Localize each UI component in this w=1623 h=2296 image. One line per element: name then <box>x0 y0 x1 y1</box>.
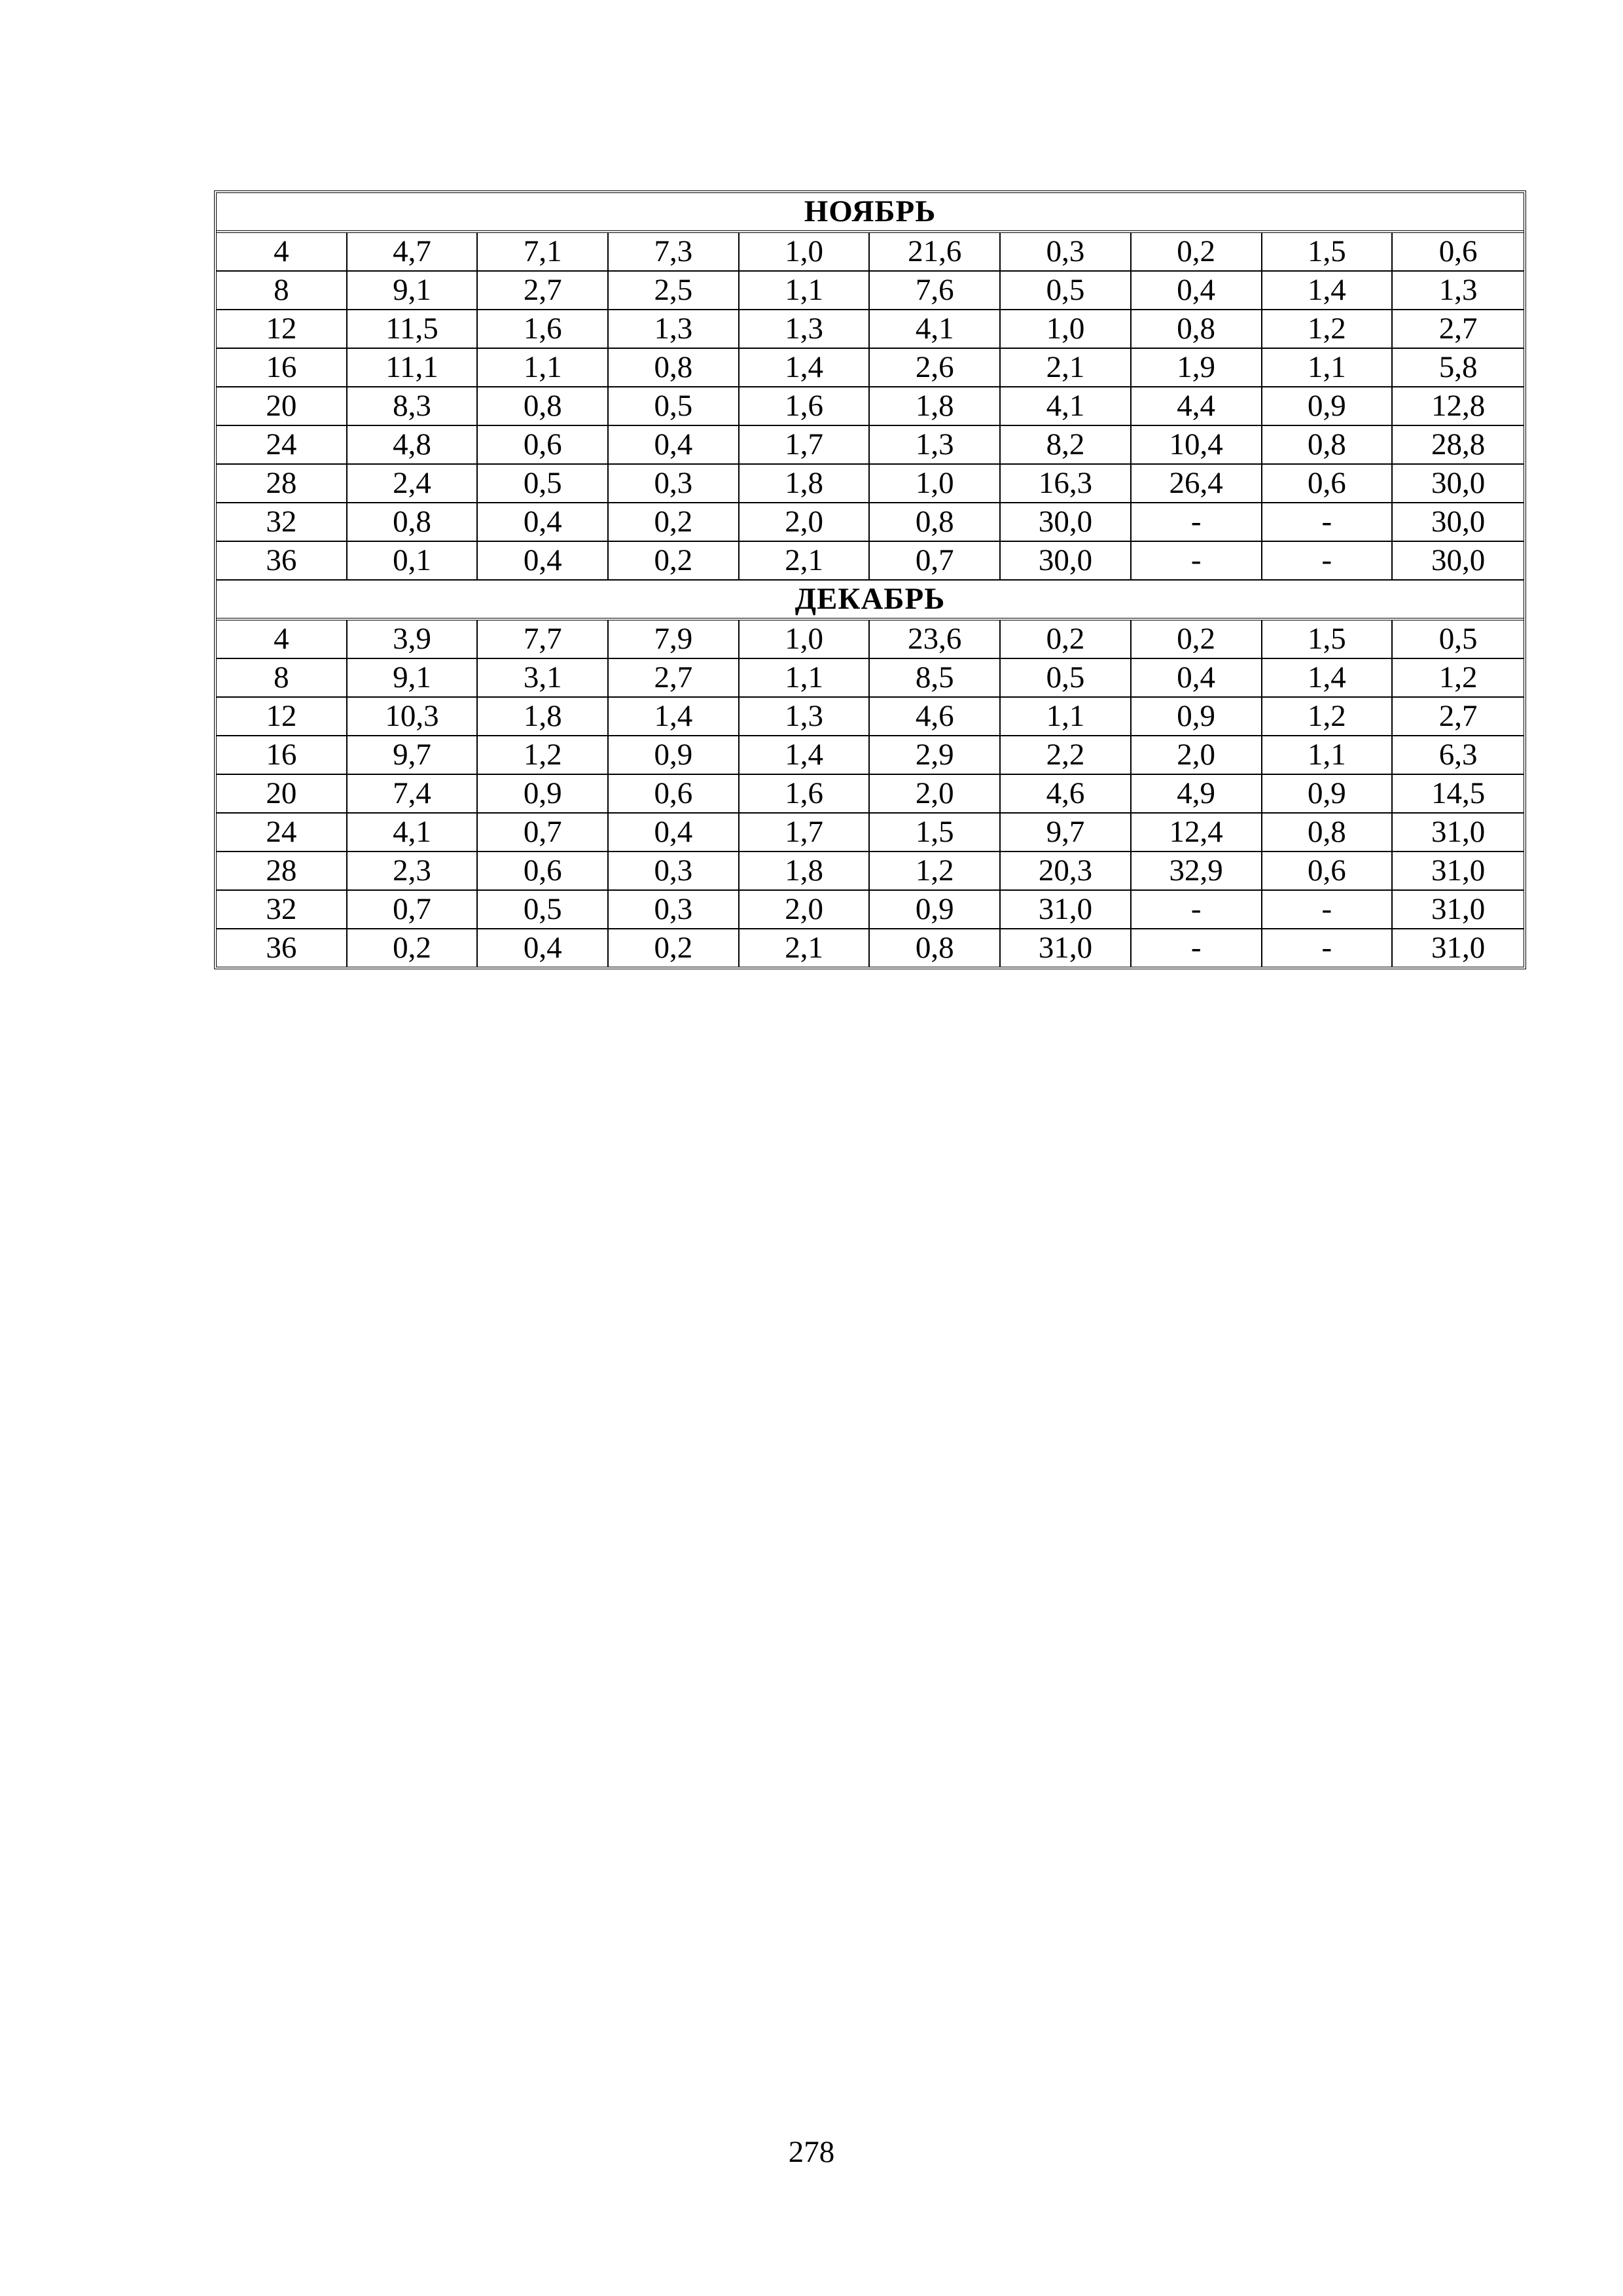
table-cell: 1,5 <box>1262 233 1393 272</box>
table-cell: 0,9 <box>609 736 740 775</box>
table-cell: 4,9 <box>1132 775 1262 814</box>
table-cell: 2,1 <box>740 929 870 967</box>
table-cell: 3,9 <box>348 620 478 659</box>
table-cell: 0,6 <box>1262 465 1393 503</box>
table-row <box>217 659 1524 698</box>
table-cell: 1,6 <box>478 310 609 349</box>
table-cell: 0,6 <box>1262 852 1393 891</box>
table-cell: 0,3 <box>1001 233 1132 272</box>
table-cell: 2,0 <box>870 775 1001 814</box>
table-cell: 16,3 <box>1001 465 1132 503</box>
table-cell: 20,3 <box>1001 852 1132 891</box>
table-cell: 31,0 <box>1393 814 1524 852</box>
row-key-cell: 8 <box>217 659 348 698</box>
table-cell: 0,4 <box>478 929 609 967</box>
table-cell: - <box>1132 929 1262 967</box>
table-cell: 30,0 <box>1393 465 1524 503</box>
table-cell: 1,2 <box>478 736 609 775</box>
section-title: ДЕКАБРЬ <box>217 581 1524 620</box>
table-cell: 0,9 <box>1132 698 1262 736</box>
table-cell: 2,0 <box>1132 736 1262 775</box>
table-row <box>217 349 1524 387</box>
table-cell: 1,8 <box>870 387 1001 426</box>
section-header-row <box>217 193 1524 233</box>
table-cell: 0,5 <box>478 465 609 503</box>
table-cell: 30,0 <box>1393 542 1524 581</box>
table-cell: 0,8 <box>870 929 1001 967</box>
table-cell: 0,7 <box>870 542 1001 581</box>
table-cell: 11,1 <box>348 349 478 387</box>
table-cell: 2,3 <box>348 852 478 891</box>
table-cell: 1,3 <box>740 310 870 349</box>
table-cell: 8,2 <box>1001 426 1132 465</box>
row-key-cell: 28 <box>217 465 348 503</box>
table-row <box>217 465 1524 503</box>
table-cell: 0,2 <box>1001 620 1132 659</box>
table-cell: 8,3 <box>348 387 478 426</box>
table-cell: 1,0 <box>870 465 1001 503</box>
table-cell: 21,6 <box>870 233 1001 272</box>
table-cell: 1,0 <box>740 620 870 659</box>
table-cell: 1,3 <box>1393 272 1524 310</box>
table-cell: 2,9 <box>870 736 1001 775</box>
row-key-cell: 20 <box>217 775 348 814</box>
table-cell: 28,8 <box>1393 426 1524 465</box>
table-cell: 0,5 <box>1001 659 1132 698</box>
table-cell: 1,5 <box>870 814 1001 852</box>
table-cell: 9,7 <box>348 736 478 775</box>
table-cell: 2,2 <box>1001 736 1132 775</box>
table-cell: 0,3 <box>609 465 740 503</box>
table-cell: 0,7 <box>348 891 478 929</box>
table-cell: - <box>1132 542 1262 581</box>
table-cell: 11,5 <box>348 310 478 349</box>
table-cell: 0,4 <box>478 503 609 542</box>
table-cell: 1,1 <box>478 349 609 387</box>
table-cell: 7,1 <box>478 233 609 272</box>
table-cell: 0,9 <box>1262 387 1393 426</box>
table-cell: 31,0 <box>1393 891 1524 929</box>
table-cell: 23,6 <box>870 620 1001 659</box>
table-cell: 1,8 <box>740 852 870 891</box>
table-cell: 7,7 <box>478 620 609 659</box>
table-cell: 7,3 <box>609 233 740 272</box>
table-cell: 0,5 <box>1393 620 1524 659</box>
table-cell: 0,7 <box>478 814 609 852</box>
table-cell: 4,1 <box>870 310 1001 349</box>
table-cell: 0,4 <box>609 814 740 852</box>
table-cell: 0,2 <box>609 929 740 967</box>
table-cell: 7,9 <box>609 620 740 659</box>
table-cell: 1,2 <box>1262 698 1393 736</box>
table-row <box>217 542 1524 581</box>
table-cell: 31,0 <box>1393 852 1524 891</box>
table-cell: 0,5 <box>1001 272 1132 310</box>
table-cell: 1,1 <box>1262 736 1393 775</box>
table-row <box>217 775 1524 814</box>
table-cell: 0,4 <box>1132 659 1262 698</box>
table-cell: 3,1 <box>478 659 609 698</box>
table-cell: 0,8 <box>478 387 609 426</box>
table-cell: 2,7 <box>609 659 740 698</box>
table-cell: 4,8 <box>348 426 478 465</box>
table-cell: 7,6 <box>870 272 1001 310</box>
row-key-cell: 20 <box>217 387 348 426</box>
table-cell: 1,3 <box>740 698 870 736</box>
table-cell: 0,9 <box>478 775 609 814</box>
table-cell: 9,7 <box>1001 814 1132 852</box>
row-key-cell: 16 <box>217 349 348 387</box>
table-row <box>217 620 1524 659</box>
table-cell: - <box>1132 503 1262 542</box>
table-row <box>217 698 1524 736</box>
table-cell: 2,7 <box>1393 698 1524 736</box>
table-cell: 32,9 <box>1132 852 1262 891</box>
table-cell: 0,3 <box>609 852 740 891</box>
table-row <box>217 233 1524 272</box>
table-cell: 0,4 <box>609 426 740 465</box>
table-row <box>217 929 1524 967</box>
table-row <box>217 503 1524 542</box>
table-row <box>217 426 1524 465</box>
table-cell: 1,3 <box>609 310 740 349</box>
table-cell: 1,7 <box>740 814 870 852</box>
table-cell: 1,5 <box>1262 620 1393 659</box>
row-key-cell: 32 <box>217 503 348 542</box>
row-key-cell: 12 <box>217 310 348 349</box>
table-cell: 2,7 <box>1393 310 1524 349</box>
table-cell: 0,8 <box>1262 426 1393 465</box>
table-cell: 0,6 <box>478 426 609 465</box>
table-cell: 0,5 <box>478 891 609 929</box>
table-cell: 0,8 <box>348 503 478 542</box>
table-cell: - <box>1262 503 1393 542</box>
table-cell: 1,4 <box>740 736 870 775</box>
row-key-cell: 32 <box>217 891 348 929</box>
section-title: НОЯБРЬ <box>217 193 1524 233</box>
table-cell: 6,3 <box>1393 736 1524 775</box>
table-cell: 0,6 <box>1393 233 1524 272</box>
table-cell: 0,4 <box>478 542 609 581</box>
table-cell: 0,9 <box>870 891 1001 929</box>
table-cell: - <box>1262 542 1393 581</box>
table-cell: 1,8 <box>478 698 609 736</box>
table-cell: 2,0 <box>740 503 870 542</box>
table-cell: 30,0 <box>1001 542 1132 581</box>
row-key-cell: 36 <box>217 929 348 967</box>
table-cell: 1,2 <box>1262 310 1393 349</box>
row-key-cell: 24 <box>217 814 348 852</box>
table-cell: 1,3 <box>870 426 1001 465</box>
row-key-cell: 24 <box>217 426 348 465</box>
table-cell: 0,2 <box>609 542 740 581</box>
table-cell: 31,0 <box>1001 929 1132 967</box>
table-cell: 2,5 <box>609 272 740 310</box>
table-cell: 1,0 <box>1001 310 1132 349</box>
table-cell: 0,2 <box>609 503 740 542</box>
table-cell: 1,4 <box>609 698 740 736</box>
table-cell: 0,2 <box>1132 620 1262 659</box>
table-cell: 1,2 <box>1393 659 1524 698</box>
table-row <box>217 852 1524 891</box>
table-cell: 31,0 <box>1431 931 1486 965</box>
row-key-cell: 4 <box>217 233 348 272</box>
table-cell: 1,6 <box>740 775 870 814</box>
table-cell: 1,9 <box>1132 349 1262 387</box>
data-table <box>214 190 1526 969</box>
table-cell: 0,2 <box>1132 233 1262 272</box>
table-cell: 10,4 <box>1132 426 1262 465</box>
table-cell: 2,4 <box>348 465 478 503</box>
table-cell: 4,6 <box>1001 775 1132 814</box>
table-cell: 0,6 <box>609 775 740 814</box>
table-cell: 10,3 <box>348 698 478 736</box>
table-cell: 14,5 <box>1393 775 1524 814</box>
table-cell: - <box>1262 891 1393 929</box>
table-row <box>217 272 1524 310</box>
table-row <box>217 814 1524 852</box>
row-key-cell: 36 <box>217 542 348 581</box>
table-cell: 9,1 <box>348 272 478 310</box>
table-cell: 1,7 <box>740 426 870 465</box>
table-cell: 30,0 <box>1001 503 1132 542</box>
table-row <box>217 387 1524 426</box>
table-cell: 2,0 <box>740 891 870 929</box>
table-cell: 0,4 <box>1132 272 1262 310</box>
row-key-cell: 16 <box>217 736 348 775</box>
table-cell: 1,0 <box>740 233 870 272</box>
table-cell: 0,5 <box>609 387 740 426</box>
table-cell: 4,6 <box>870 698 1001 736</box>
table-cell: 4,1 <box>348 814 478 852</box>
table-cell: 4,1 <box>1001 387 1132 426</box>
table-cell: 5,8 <box>1393 349 1524 387</box>
table-cell: 2,7 <box>478 272 609 310</box>
table-cell: 0,8 <box>609 349 740 387</box>
table-cell: 12,8 <box>1393 387 1524 426</box>
table-cell: 0,9 <box>1262 775 1393 814</box>
table-cell: 1,1 <box>740 659 870 698</box>
table-cell: 0,6 <box>478 852 609 891</box>
table-cell: 1,4 <box>1262 659 1393 698</box>
section-header-row <box>217 581 1524 620</box>
table-cell: 0,3 <box>609 891 740 929</box>
table-cell: 4,7 <box>348 233 478 272</box>
table-body <box>217 193 1524 967</box>
table-cell: - <box>1262 929 1393 967</box>
table-cell: 1,8 <box>740 465 870 503</box>
table-cell: 30,0 <box>1393 503 1524 542</box>
table-cell: 4,4 <box>1132 387 1262 426</box>
table-cell: 12,4 <box>1132 814 1262 852</box>
table-cell: 31,0 <box>1001 891 1132 929</box>
table-cell: 26,4 <box>1132 465 1262 503</box>
row-key-cell: 8 <box>217 272 348 310</box>
table-cell: - <box>1132 891 1262 929</box>
table-cell: 9,1 <box>348 659 478 698</box>
table-cell: 1,4 <box>740 349 870 387</box>
table-cell: 2,6 <box>870 349 1001 387</box>
table-cell: 7,4 <box>348 775 478 814</box>
table-cell: 2,1 <box>740 542 870 581</box>
page-number: 278 <box>788 2135 835 2169</box>
table-row <box>217 891 1524 929</box>
table-row <box>217 310 1524 349</box>
table-row <box>217 736 1524 775</box>
table-cell: 2,1 <box>1001 349 1132 387</box>
table-cell: 1,1 <box>740 272 870 310</box>
table-cell: 0,1 <box>348 542 478 581</box>
row-key-cell: 28 <box>217 852 348 891</box>
table-cell: 0,8 <box>1132 310 1262 349</box>
table-cell: 0,8 <box>870 503 1001 542</box>
table-cell: 8,5 <box>870 659 1001 698</box>
table-cell: 1,6 <box>740 387 870 426</box>
table-cell: 1,2 <box>870 852 1001 891</box>
table-cell: 1,4 <box>1262 272 1393 310</box>
table-cell: 0,8 <box>1262 814 1393 852</box>
row-key-cell: 12 <box>217 698 348 736</box>
table-cell: 0,2 <box>348 929 478 967</box>
table-cell: 1,1 <box>1001 698 1132 736</box>
row-key-cell: 4 <box>217 620 348 659</box>
table-cell: 1,1 <box>1262 349 1393 387</box>
